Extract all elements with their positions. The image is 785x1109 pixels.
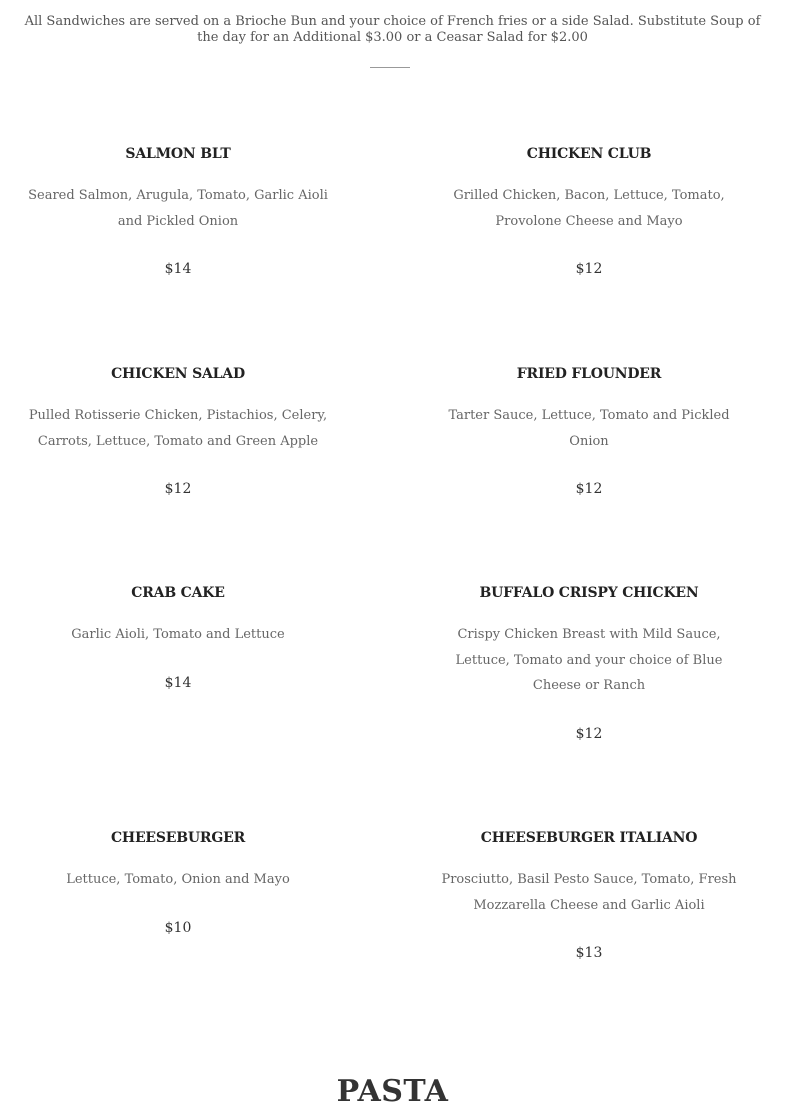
menu-item-description: Garlic Aioli, Tomato and Lettuce (71, 627, 285, 642)
menu-item-name: BUFFALO CRISPY CHICKEN (479, 585, 699, 601)
menu-item-name: CHEESEBURGER ITALIANO (480, 830, 698, 846)
menu-item-cheeseburger (28, 829, 328, 937)
menu-item-price: $12 (575, 481, 603, 497)
menu-item-description: Crispy Chicken Breast with Mild Sauce, Lettuce, Tomato and your choice of Blue Cheese or Ranch (455, 627, 723, 693)
menu-item-description: Pulled Rotisserie Chicken, Pistachios, Celery, Carrots, Lettuce, Tomato and Green Apple (28, 408, 328, 449)
menu-item-price: $14 (164, 261, 192, 277)
menu-item-fried-flounder (438, 365, 740, 498)
menu-item-description: Prosciutto, Basil Pesto Sauce, Tomato, Fresh Mozzarella Cheese and Garlic Aioli (441, 872, 737, 913)
menu-item-price: $13 (575, 945, 603, 961)
menu-item-price: $12 (575, 261, 603, 277)
menu-item-name: CHEESEBURGER (110, 830, 246, 846)
menu-item-name: CHICKEN SALAD (111, 366, 245, 382)
menu-item-description: Grilled Chicken, Bacon, Lettuce, Tomato, Provolone Cheese and Mayo (453, 188, 725, 229)
menu-item-name: CHICKEN CLUB (526, 146, 652, 162)
menu-item-buffalo-crispy-chicken (438, 584, 740, 743)
menu-item-price: $10 (164, 919, 192, 936)
menu-item-name: FRIED FLOUNDER (516, 366, 662, 382)
menu-item-price: $12 (575, 725, 603, 742)
menu-item-cheeseburger-italiano (438, 829, 740, 962)
menu-item-chicken-salad (28, 365, 328, 498)
menu-item-description: Lettuce, Tomato, Onion and Mayo (66, 872, 290, 887)
intro-divider (370, 67, 410, 68)
section-title-pasta: PASTA (336, 1074, 449, 1109)
menu-item-crab-cake (28, 584, 328, 692)
menu-item-description: Tarter Sauce, Lettuce, Tomato and Pickled Onion (448, 408, 730, 449)
menu-item-price: $14 (164, 674, 192, 691)
menu-item-description: Seared Salmon, Arugula, Tomato, Garlic Aioli and Pickled Onion (28, 188, 328, 229)
menu-item-salmon-blt (28, 145, 328, 278)
menu-item-chicken-club (438, 145, 740, 278)
sandwich-intro-text: All Sandwiches are served on a Brioche Bun and your choice of French fries or a side Salad. Substitute Soup of the day for an Additional $3.00 or a Ceasar Salad for $2.00 (24, 14, 761, 45)
menu-item-name: SALMON BLT (125, 146, 231, 162)
menu-item-name: CRAB CAKE (131, 585, 225, 601)
menu-item-price: $12 (164, 481, 192, 497)
